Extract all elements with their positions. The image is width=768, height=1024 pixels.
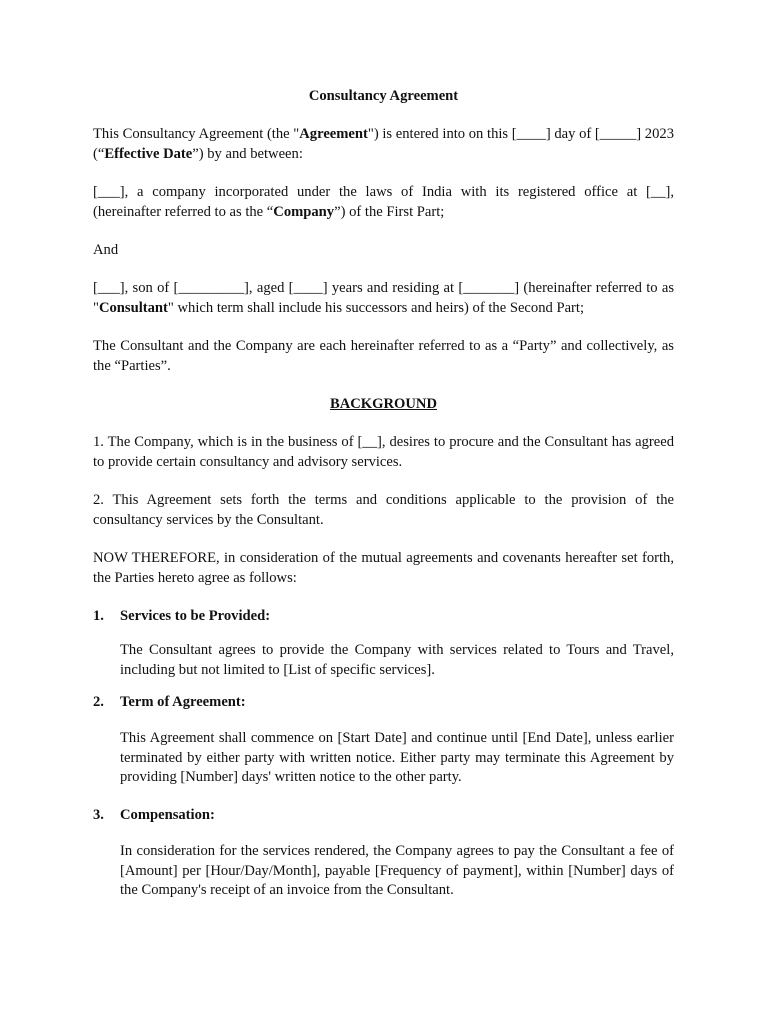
intro-text-1: This Consultancy Agreement (the " [93,126,300,142]
company-term: Company [273,203,335,220]
intro-text-3: ”) by and between: [192,145,303,162]
intro-text-2: ") is entered into on this [____] day of [_____] 2023 (“ [93,126,674,162]
background-heading: BACKGROUND [329,396,438,412]
and-text: And [93,242,119,258]
document-title: Consultancy Agreement [308,88,459,104]
section-number: 3. [93,807,104,823]
consultant-term: Consultant [98,299,168,316]
section-number: 2. [93,694,104,710]
company-text-2: ”) of the First Part; [334,203,445,220]
section-body: This Agreement shall commence on [Start Date] and continue until [End Date], unless earlier terminated by either party with written notice. Either party may terminate this Agreement by providing [Number] days' written notice to the other party. [120,730,674,785]
section-body: The Consultant agrees to provide the Company with services related to Tours and Travel, including but not limited to [List of specific services]. [120,642,674,678]
background-item: 2. This Agreement sets forth the terms and conditions applicable to the provision of the consultancy services by the Consultant. [93,492,674,528]
consultant-text-2: " which term shall include his successors and heirs) of the Second Part; [167,299,585,316]
consultant-text-1: [___], son of [_________], aged [____] years and residing at [_______] (hereinafter referred to as " [93,280,674,316]
parties-paragraph: The Consultant and the Company are each hereinafter referred to as a “Party” and collectively, as the “Parties”. [93,338,674,374]
company-paragraph [93,183,674,222]
now-therefore-paragraph: NOW THEREFORE, in consideration of the mutual agreements and covenants hereafter set forth, the Parties hereto agree as follows: [93,550,674,586]
section-title: Term of Agreement: [120,694,246,710]
agreement-term: Agreement [299,126,368,142]
intro-paragraph [93,125,674,164]
company-text-1: [___], a company incorporated under the laws of India with its registered office at [__], (hereinafter referred to as the “ [93,184,674,220]
consultant-paragraph [93,279,674,318]
section-title: Services to be Provided: [120,608,271,624]
section-number: 1. [93,608,104,624]
background-item: 1. The Company, which is in the business of [__], desires to procure and the Consultant has agreed to provide certain consultancy and advisory services. [93,434,674,470]
effective-date-term: Effective Date [104,145,193,162]
section-title: Compensation: [120,807,215,823]
section-body: In consideration for the services rendered, the Company agrees to pay the Consultant a fee of [Amount] per [Hour/Day/Month], payable [Frequency of payment], within [Number] days of the Company's receipt of an invoice from the Consultant. [120,843,674,898]
